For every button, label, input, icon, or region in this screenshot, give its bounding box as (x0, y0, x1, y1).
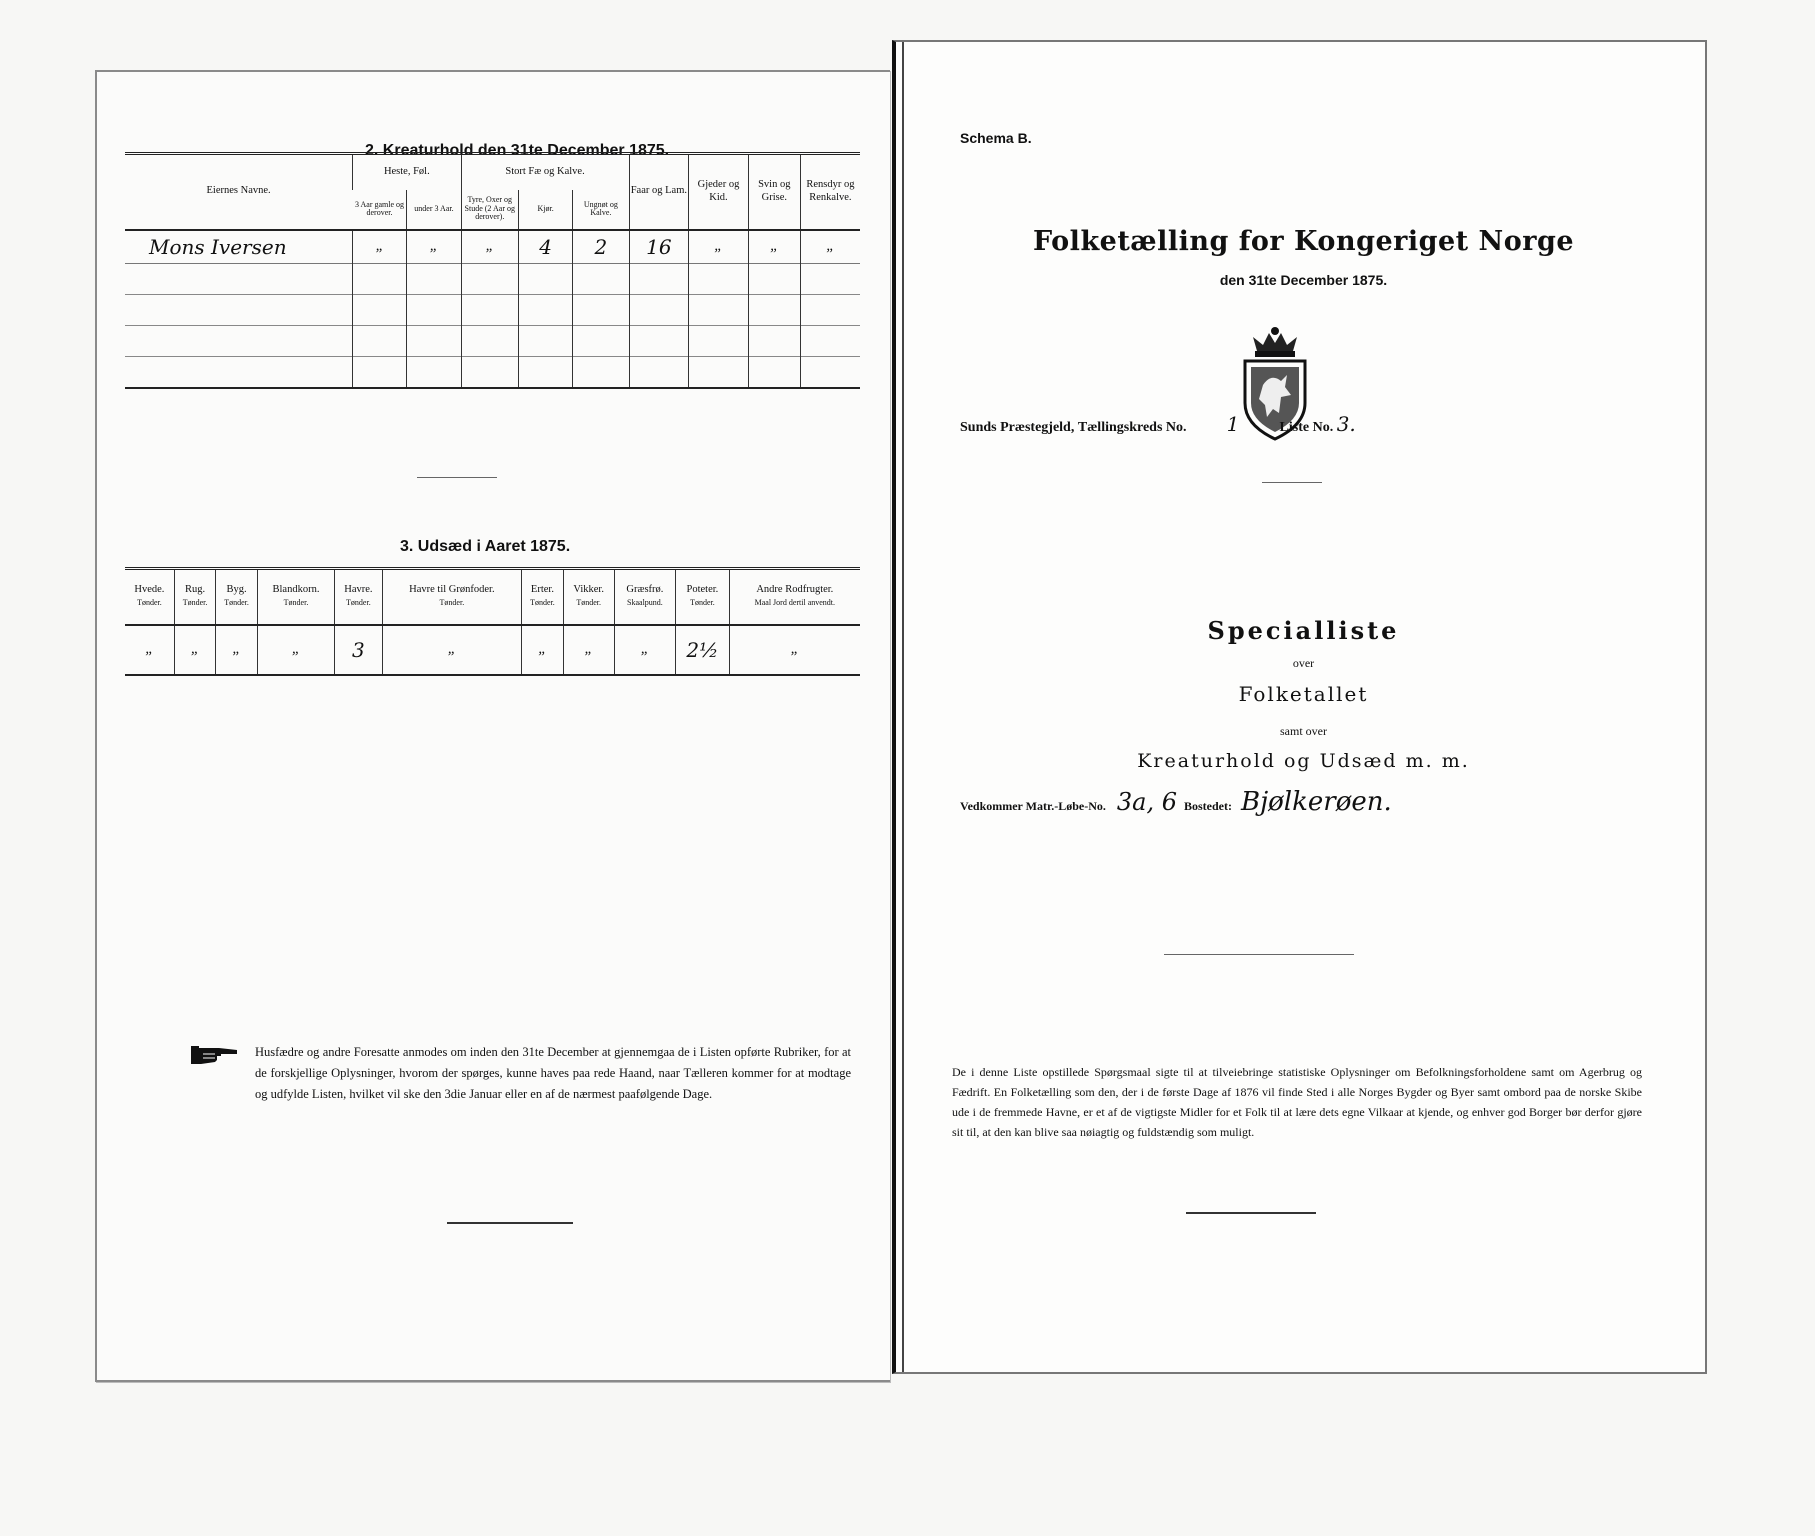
col-label: Rug. (184, 584, 206, 596)
liste-label: Liste No. (1279, 420, 1334, 435)
col-hvede (125, 569, 174, 625)
cell-rensdyr: „ (800, 230, 860, 264)
col-group-heste: Heste, Føl. (353, 154, 461, 190)
specialliste-heading: Specialliste (1207, 616, 1400, 645)
cell-poteter: 2½ (676, 625, 729, 675)
cell-stort-tyre: „ (461, 230, 518, 264)
col-label: Havre. (344, 584, 373, 596)
col-unit: Tønder. (576, 597, 602, 607)
col-rug (174, 569, 215, 625)
col-blandkorn (257, 569, 334, 625)
col-owner-header: Eiernes Navne. (206, 185, 271, 197)
document-date: den 31te December 1875. (1219, 272, 1388, 288)
col-label: Andre Rodfrugter. (756, 584, 834, 596)
col-unit: Skaalpund. (627, 597, 663, 607)
col-havre-gronfoder (382, 569, 522, 625)
over-label: over (1292, 656, 1315, 670)
divider (447, 1222, 573, 1224)
col-unit: Tønder. (690, 597, 715, 607)
cell-blandkorn: „ (257, 625, 334, 675)
divider (1164, 954, 1354, 955)
table-row (125, 326, 860, 357)
owner-cell: Mons Iversen (149, 234, 287, 259)
col-label: Vikker. (573, 584, 604, 596)
col-label: Græsfrø. (626, 584, 664, 596)
col-stort-ungnot: Ungnøt og Kalve. (573, 190, 629, 230)
cell-heste-3aar: „ (353, 230, 407, 264)
divider (1262, 482, 1322, 483)
cell-andre: „ (729, 625, 860, 675)
prestegjeld-label: Præstegjeld, (1000, 420, 1075, 435)
samt-over-label: samt over (1280, 724, 1327, 738)
district-line (960, 412, 1356, 436)
table-row (125, 264, 860, 295)
col-unit: Tønder. (224, 597, 249, 607)
col-havre (335, 569, 382, 625)
table-row (125, 625, 860, 675)
col-label: Poteter. (686, 584, 719, 596)
col-label: Hvede. (134, 584, 165, 596)
prestegjeld-name: Sunds (960, 420, 997, 435)
col-unit: Tønder. (283, 597, 309, 607)
liste-value: 3. (1336, 412, 1356, 436)
bosted-label: Bostedet: (1183, 799, 1232, 813)
col-label: Erter. (530, 584, 554, 596)
cell-rug: „ (174, 625, 215, 675)
section2-heading: 2. Kreaturhold den 31te December 1875. (365, 142, 670, 159)
cell-erter: „ (522, 625, 563, 675)
household-notice: Husfædre og andre Foresatte anmodes om inden den 31te December at gjennemgaa de i Listen opførte Rubriker, for at de forskjellige Oplysninger, hvorom der spørges, kunne haves paa rede Haand, naar Tælleren kommer for at modtage og udfylde Listen, hvilket vil ske den 3die Januar eller en af de nærmest paafølgende Dage. (255, 1045, 851, 1101)
bosted-value: Bjølkerøen. (1240, 787, 1392, 817)
section3-heading: 3. Udsæd i Aaret 1875. (400, 538, 571, 555)
cell-stort-kjer: 4 (519, 230, 573, 264)
kreds-label: Tællingskreds No. (1077, 420, 1187, 435)
cell-hvede: „ (145, 641, 154, 657)
col-stort-kjer: Kjør. (519, 190, 573, 230)
col-unit: Tønder. (346, 597, 371, 607)
col-unit: Tønder. (530, 597, 555, 607)
cell-havre-gronfoder: „ (382, 625, 522, 675)
cell-vikker: „ (563, 625, 614, 675)
col-svin-header: Svin og Grise. (748, 154, 800, 230)
matrikkel-line (960, 787, 1392, 817)
table-row (125, 230, 860, 264)
matr-label: Vedkommer Matr.-Løbe-No. (960, 799, 1106, 813)
divider (417, 477, 497, 478)
col-label: Blandkorn. (272, 584, 320, 596)
col-vikker (563, 569, 614, 625)
col-unit: Tønder. (439, 597, 465, 607)
cell-heste-under: „ (407, 230, 461, 264)
table-row (125, 295, 860, 326)
col-unit: Tønder. (182, 597, 208, 607)
schema-label: Schema B. (960, 130, 1032, 146)
col-graesfro (614, 569, 675, 625)
col-erter (522, 569, 563, 625)
cell-faar: 16 (629, 230, 689, 264)
col-label: Havre til Grønfoder. (409, 584, 495, 596)
sowing-table (125, 567, 860, 676)
col-label: Byg. (226, 584, 247, 596)
col-andre (729, 569, 860, 625)
col-rensdyr-header: Rensdyr og Renkalve. (800, 154, 860, 230)
kreds-value: 1 (1226, 412, 1240, 436)
cell-graesfro: „ (614, 625, 675, 675)
cell-stort-ungnot: 2 (573, 230, 629, 264)
matr-value: 3a, 6 (1116, 788, 1177, 816)
col-byg (216, 569, 257, 625)
col-stort-tyre: Tyre, Oxer og Stude (2 Aar og derover). (461, 190, 518, 230)
col-heste-3aar: 3 Aar gamle og derover. (354, 199, 405, 217)
col-gjeder-header: Gjeder og Kid. (689, 154, 749, 230)
livestock-table (125, 152, 860, 389)
cell-byg: „ (216, 625, 257, 675)
col-unit: Tønder. (137, 597, 162, 607)
divider (1186, 1212, 1316, 1214)
right-page (892, 40, 1707, 1374)
kreaturhold-heading: Kreaturhold og Udsæd m. m. (1137, 750, 1470, 772)
cell-svin: „ (748, 230, 800, 264)
col-unit: Maal Jord dertil anvendt. (754, 597, 836, 607)
document-title: Folketælling for Kongeriget Norge (1032, 226, 1575, 257)
purpose-paragraph: De i denne Liste opstillede Spørgsmaal sigte til at tilveiebringe statistiske Oplysninger om Befolkningsforholdene samt om Agerbrug og Fædrift. En Folketælling som den, der i de første Dage af 1876 vil finde Sted i alle Norges Bygder og Byer samt ombord paa de norske Skibe ude i de fremmede Havne, er et af de vigtigste Midler for et Folk til at lære dets egne Vilkaar at kjende, og enhver god Borger bør derfor gjøre sit til, at den kan blive saa nøiagtig og fuldstændig som muligt. (952, 1065, 1642, 1139)
col-group-stort: Stort Fæ og Kalve. (461, 154, 629, 190)
col-poteter (676, 569, 729, 625)
pointing-hand-icon (189, 1040, 241, 1068)
col-heste-under: under 3 Aar. (407, 190, 461, 230)
col-faar-header: Faar og Lam. (629, 154, 689, 230)
left-page (95, 70, 890, 1382)
cell-gjeder: „ (689, 230, 749, 264)
folketallet-heading: Folketallet (1238, 682, 1369, 706)
table-row (125, 357, 860, 388)
cell-havre: 3 (335, 625, 382, 675)
